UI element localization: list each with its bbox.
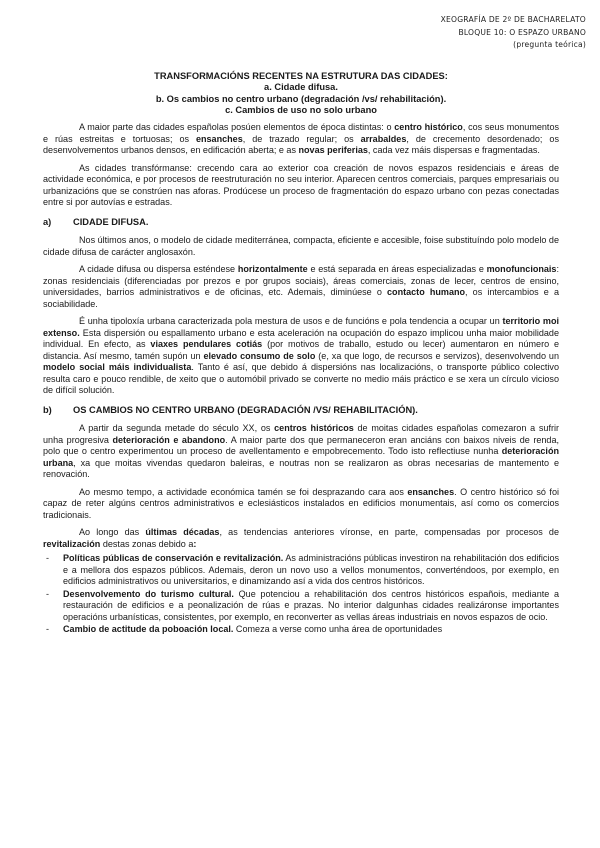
document-title xyxy=(43,71,559,116)
list-item: - Cambio de actitude da poboación local. Comeza a verse como unha área de oportunidades xyxy=(43,624,559,636)
section-a-title: CIDADE DIFUSA. xyxy=(73,216,149,227)
bold-term: deterioración urbana xyxy=(43,446,559,468)
section-b-title: OS CAMBIOS NO CENTRO URBANO (DEGRADACIÓN /VS/ REHABILITACIÓN). xyxy=(73,404,418,415)
title-item-c: c. Cambios de uso no solo urbano xyxy=(225,104,377,115)
bold-term: últimas décadas xyxy=(145,527,220,538)
bold-term: territorio moi extenso. xyxy=(43,316,560,338)
bold-term: viaxes pendulares cotiás xyxy=(150,339,263,350)
section-b-heading xyxy=(43,405,559,417)
bold-term: arrabaldes xyxy=(360,133,407,144)
bold-term: deterioración e abandono xyxy=(112,434,226,445)
section-b-paragraph-1: A partir da segunda metade do século XX, os centros históricos de moitas cidades españolas comezaron a sufrir unha progresiva deterioración e abandono. A maior parte dos que permaneceron eran anciáns con baixos niveis de renda, polo que o centro experimentou un proceso de avellentamento e empobrecemento. Todo isto reflectiuse nunha deterioración urbana, xa que moitas vivendas quedaron baleiras, e noutras non se realizaron as obras necesarias de mantemento e renovación. xyxy=(43,423,559,480)
section-a-letter: a) xyxy=(43,216,52,227)
bold-term: contacto humano xyxy=(387,287,466,298)
bold-term: Políticas públicas de conservación e revitalización. xyxy=(63,553,284,564)
bold-term: centros históricos xyxy=(274,423,354,434)
document-header xyxy=(441,14,586,52)
intro-paragraph-1: A maior parte das cidades españolas posúen elementos de época distintas: o centro histórico, cos seus monumentos e rúas estreitas e tortuosas; os ensanches, de trazado regular; os arrabaldes, de crecemento desordenado; os desenvolvementos urbanos densos, en edificación aberta; e as novas periferias, cada vez máis dispersas e fragmentadas. xyxy=(43,122,559,156)
header-block: BLOQUE 10: O ESPAZO URBANO xyxy=(458,27,586,37)
bold-term: : xyxy=(193,538,197,549)
bold-term: monofuncionais xyxy=(486,264,557,275)
section-a-paragraph-2: A cidade difusa ou dispersa esténdese horizontalmente e está separada en áreas especializadas e monofuncionais: zonas residenciais (diferenciadas por prezos e por grupos sociais), áreas comerciais, zonas de lecer, centros de ensino, universidades, barrios administrativos e de oficinas, etc. Ademais, diminúese o contacto humano, os intercambios e a sociabilidade. xyxy=(43,264,559,309)
title-item-b: b. Os cambios no centro urbano (degradación /vs/ rehabilitación). xyxy=(155,93,447,104)
section-b-paragraph-3: Ao longo das últimas décadas, as tendencias anteriores víronse, en parte, compensadas por procesos de revitalización destas zonas debido a: xyxy=(43,527,559,549)
bold-term: Cambio de actitude da poboación local. xyxy=(63,624,234,635)
section-b-paragraph-2: Ao mesmo tempo, a actividade económica tamén se foi desprazando cara aos ensanches. O centro histórico só foi capaz de reter algúns centros administrativos e eclesiásticos instalados en edificios monumentais, así como os comercios tradicionais. xyxy=(43,486,559,520)
header-course: XEOGRAFÍA DE 2º DE BACHARELATO xyxy=(440,15,586,24)
bold-term: revitalización xyxy=(43,538,101,549)
section-a-paragraph-3: É unha tipoloxía urbana caracterizada pola mestura de usos e de funcións e pola tendencia a ocupar un territorio moi extenso. Esta dispersión ou espallamento urbano e esta aceleración na ocupación do espazo implicou unha maior mobilidade individual. En efecto, as viaxes pendulares cotiás (por motivos de traballo, estudo ou lecer) aumentaron en número e distancia. Así mesmo, tamén supón un elevado consumo de solo (e, xa que logo, de recursos e servizos), desenvolvendo un modelo social máis individualista. Tanto é así, que debido á dispersións nas localizacións, o transporte público colectivo resulta caro e pouco rendible, de xeito que o automóbil privado se converte no medio máis práctico e se xera un círculo vicioso de difícil solución. xyxy=(43,316,560,396)
bold-term: horizontalmente xyxy=(237,264,308,275)
list-item: - Políticas públicas de conservación e revitalización. As administracións públicas investiron na rehabilitación dos edificios e a mellora dos espazos públicos. Ademais, deron un novo uso a vellos monumentos, converténdoos, por exemplo, en edificios administrativos ou universitarios, e dinamizando así a vida dos centros históricos. xyxy=(43,553,559,588)
title-item-a: a. Cidade difusa. xyxy=(264,82,338,93)
title-main: TRANSFORMACIÓNS RECENTES NA ESTRUTURA DAS CIDADES: xyxy=(154,71,448,81)
bold-term: Desenvolvemento do turismo cultural. xyxy=(63,588,234,599)
bold-term: ensanches xyxy=(407,486,455,497)
document-body xyxy=(43,71,559,637)
revitalization-list xyxy=(43,553,559,636)
bold-term: elevado consumo de solo xyxy=(203,350,316,361)
header-question-type: (pregunta teórica) xyxy=(513,40,586,50)
bold-term: centro histórico xyxy=(394,122,463,133)
list-item: - Desenvolvemento do turismo cultural. Que potenciou a rehabilitación dos centros históricos españois, mediante a restauración de edificios e a peonalización de rúas e prazas. No interior dalgunhas cidades realizáronse importantes operacións urbanísticas, consistentes, por exemplo, en reconverter as vellas áreas industriais en novos espazos de ocio. xyxy=(43,589,559,624)
bold-term: novas periferias xyxy=(298,145,368,156)
intro-paragraph-2: As cidades transfórmanse: crecendo cara ao exterior coa creación de novos espazos residenciais e áreas de actividade económica, e por procesos de reestruturación no seu interior. Aparecen centros comerciais, parques empresariais ou urbanizacións que se constrúen nas aforas. Prodúcese un proceso de fragmentación do espazo urbano con pezas conectadas entre si por autovías e estradas. xyxy=(43,162,559,208)
bold-term: ensanches xyxy=(195,133,243,144)
section-a-paragraph-1: Nos últimos anos, o modelo de cidade mediterránea, compacta, eficiente e accesible, foise substituíndo polo modelo de cidade difusa de carácter anglosaxón. xyxy=(43,235,559,257)
bold-term: modelo social máis individualista xyxy=(43,362,192,373)
section-b-letter: b) xyxy=(43,404,52,415)
section-a-heading xyxy=(43,217,559,229)
